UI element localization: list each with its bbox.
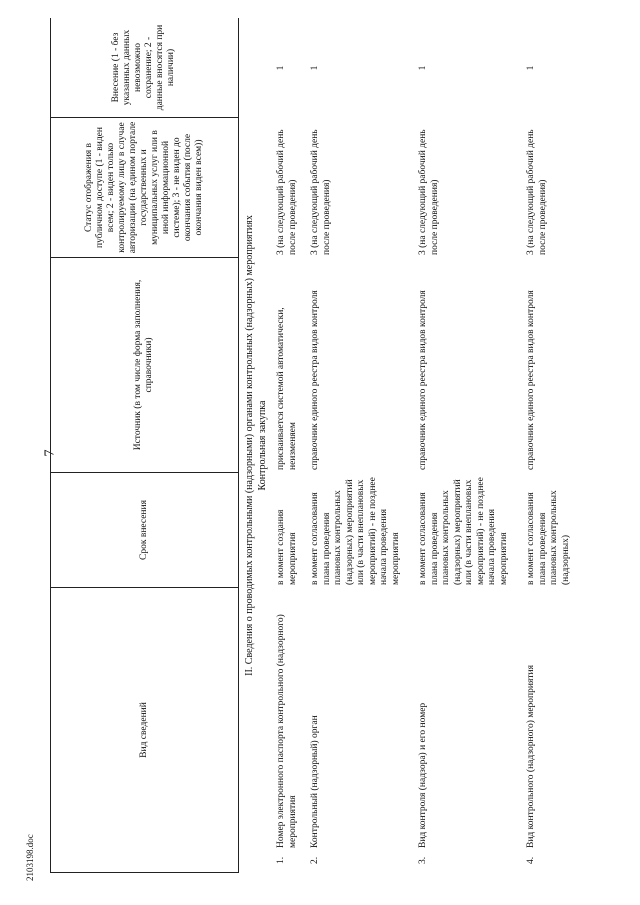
row-deadline: в момент согласования плана проведения плановых контрольных (надзорных) мероприятий или (в части внеплановых мероприятий) - не позднее начала проведения мероприятия (310, 477, 401, 585)
row-kind: Вид контрольного (надзорного) мероприятия (526, 665, 536, 848)
table-body (240, 18, 580, 873)
footer-doc-code: 2103198.doc (25, 834, 35, 881)
row-deadline: в момент согласования плана проведения плановых контрольных (надзорных) (526, 490, 571, 585)
row-entry: 1 (310, 65, 320, 71)
row-status: 3 (на следующий рабочий день после проведения) (310, 129, 332, 255)
row-status: 3 (на следующий рабочий день после проведения) (526, 129, 548, 255)
row-kind: Вид контроля (надзора) и его номер (418, 702, 428, 848)
section-title: II. Сведения о проводимых контрольными (надзорными) органами контрольных (надзорных) мероприятиях (244, 215, 255, 676)
header-kind: Вид сведений (50, 588, 238, 873)
table-row (310, 18, 410, 873)
table-header (50, 18, 250, 873)
table-row (276, 18, 310, 873)
row-num: 3. (418, 856, 428, 864)
table-row (418, 18, 518, 873)
page-number: 7 (42, 449, 58, 457)
row-source: справочник единого реестра видов контроля (310, 290, 320, 470)
header-entry: Внесение (1 - без указанных данных невозможно сохранение; 2 - данные вносятся при наличии) (50, 18, 238, 118)
row-status: 3 (на следующий рабочий день после проведения) (276, 129, 298, 255)
header-deadline: Срок внесения (50, 473, 238, 588)
header-status: Статус отображения в публичном доступе (1 - виден всем; 2 - виден только контролируемому лицу в случае авторизации (на едином портале государственных и муниципальных услуг или в иной информационной системе); 3 - не виден до окончания события (после окончания виден всем)) (50, 118, 238, 258)
row-num: 4. (526, 856, 536, 864)
row-kind: Номер электронного паспорта контрольного (надзорного) мероприятия (276, 614, 298, 848)
row-entry: 1 (418, 65, 428, 71)
row-deadline: в момент создания мероприятия (276, 509, 298, 585)
row-source: справочник единого реестра видов контроля (418, 290, 428, 470)
row-kind: Контрольный (надзорный) орган (310, 715, 320, 848)
row-source: присваивается системой автоматически, неизменяем (276, 307, 298, 470)
row-status: 3 (на следующий рабочий день после проведения) (418, 129, 440, 255)
rotated-table (50, 18, 250, 873)
subsection-title: Контрольная закупка (257, 400, 268, 491)
row-num: 1. (276, 856, 286, 864)
row-deadline: в момент согласования плана проведения плановых контрольных (надзорных) мероприятий или (в части внеплановых мероприятий) - не позднее начала проведения мероприятия (418, 477, 509, 585)
row-entry: 1 (526, 65, 536, 71)
row-entry: 1 (276, 65, 286, 71)
table-row (526, 18, 580, 873)
row-source: справочник единого реестра видов контроля (526, 290, 536, 470)
header-source: Источник (в том числе форма заполнения, справочники) (50, 258, 238, 473)
row-num: 2. (310, 856, 320, 864)
